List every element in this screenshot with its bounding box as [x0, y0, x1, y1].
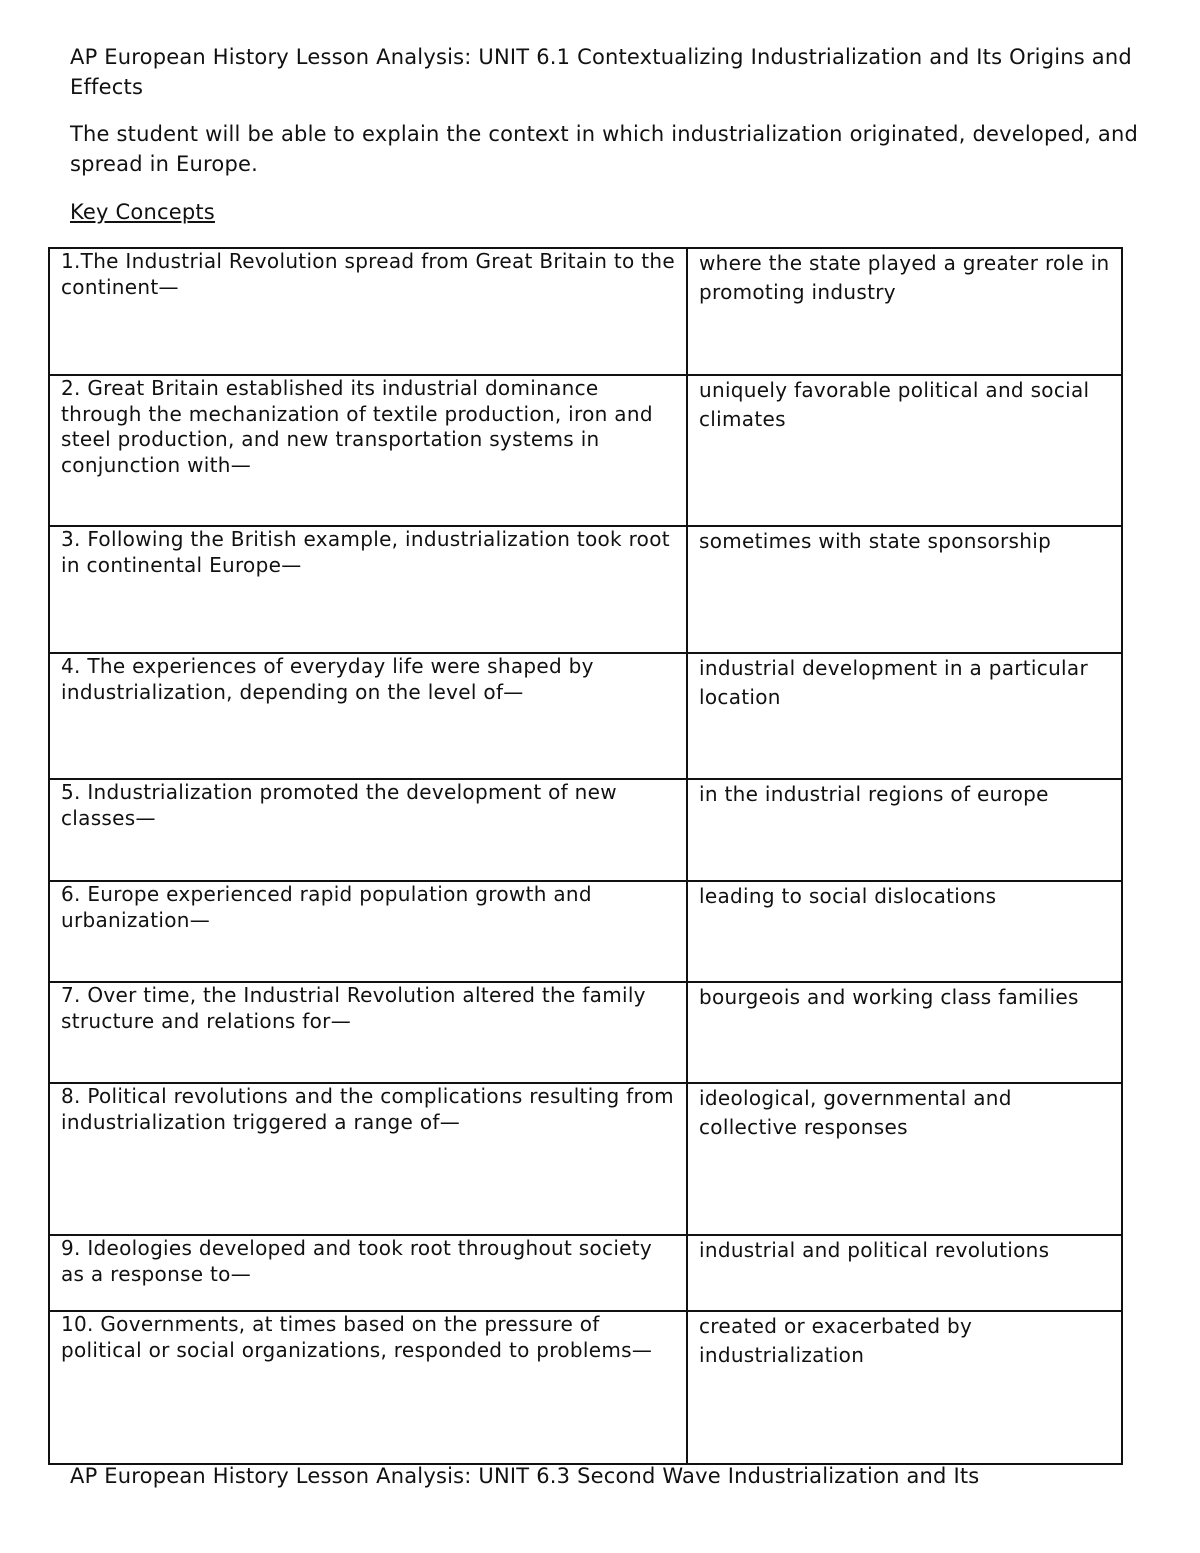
concept-prompt: 9. Ideologies developed and took root throughout society as a response to— — [49, 1235, 687, 1311]
concept-answer: leading to social dislocations — [687, 881, 1122, 982]
concept-prompt: 3. Following the British example, industrialization took root in continental Europe— — [49, 526, 687, 653]
concept-prompt: 6. Europe experienced rapid population growth and urbanization— — [49, 881, 687, 982]
concept-prompt: 2. Great Britain established its industrial dominance through the mechanization of textile production, iron and steel production, and new transportation systems in conjunction with— — [49, 375, 687, 526]
table-row — [49, 248, 1122, 375]
table-row — [49, 526, 1122, 653]
concept-prompt: 8. Political revolutions and the complications resulting from industrialization triggered a range of— — [49, 1083, 687, 1235]
table-row — [49, 653, 1122, 779]
table-row — [49, 982, 1122, 1083]
table-row — [49, 1083, 1122, 1235]
concept-prompt: 10. Governments, at times based on the pressure of political or social organizations, responded to problems— — [49, 1311, 687, 1464]
concept-prompt: 5. Industrialization promoted the development of new classes— — [49, 779, 687, 881]
table-row — [49, 779, 1122, 881]
concept-answer: sometimes with state sponsorship — [687, 526, 1122, 653]
table-row — [49, 375, 1122, 526]
lesson-title: AP European History Lesson Analysis: UNIT 6.1 Contextualizing Industrialization and Its Origins and Effects — [70, 45, 1132, 99]
table-row — [49, 1311, 1122, 1464]
concept-answer: where the state played a greater role in promoting industry — [687, 248, 1122, 375]
concept-answer: uniquely favorable political and social climates — [687, 375, 1122, 526]
concept-answer: bourgeois and working class families — [687, 982, 1122, 1083]
concept-answer: industrial and political revolutions — [687, 1235, 1122, 1311]
key-concepts-heading: Key Concepts — [70, 200, 215, 224]
key-concepts-table — [48, 247, 1123, 1465]
learning-objective: The student will be able to explain the context in which industrialization originated, developed, and spread in Europe. — [70, 122, 1138, 176]
concept-prompt: 4. The experiences of everyday life were shaped by industrialization, depending on the level of— — [49, 653, 687, 779]
concept-answer: created or exacerbated by industrialization — [687, 1311, 1122, 1464]
concept-prompt: 7. Over time, the Industrial Revolution altered the family structure and relations for— — [49, 982, 687, 1083]
concept-answer: ideological, governmental and collective responses — [687, 1083, 1122, 1235]
next-lesson-title: AP European History Lesson Analysis: UNIT 6.3 Second Wave Industrialization and Its — [70, 1464, 980, 1488]
concept-answer: in the industrial regions of europe — [687, 779, 1122, 881]
concept-answer: industrial development in a particular location — [687, 653, 1122, 779]
table-row — [49, 881, 1122, 982]
table-row — [49, 1235, 1122, 1311]
concept-prompt: 1.The Industrial Revolution spread from Great Britain to the continent— — [49, 248, 687, 375]
